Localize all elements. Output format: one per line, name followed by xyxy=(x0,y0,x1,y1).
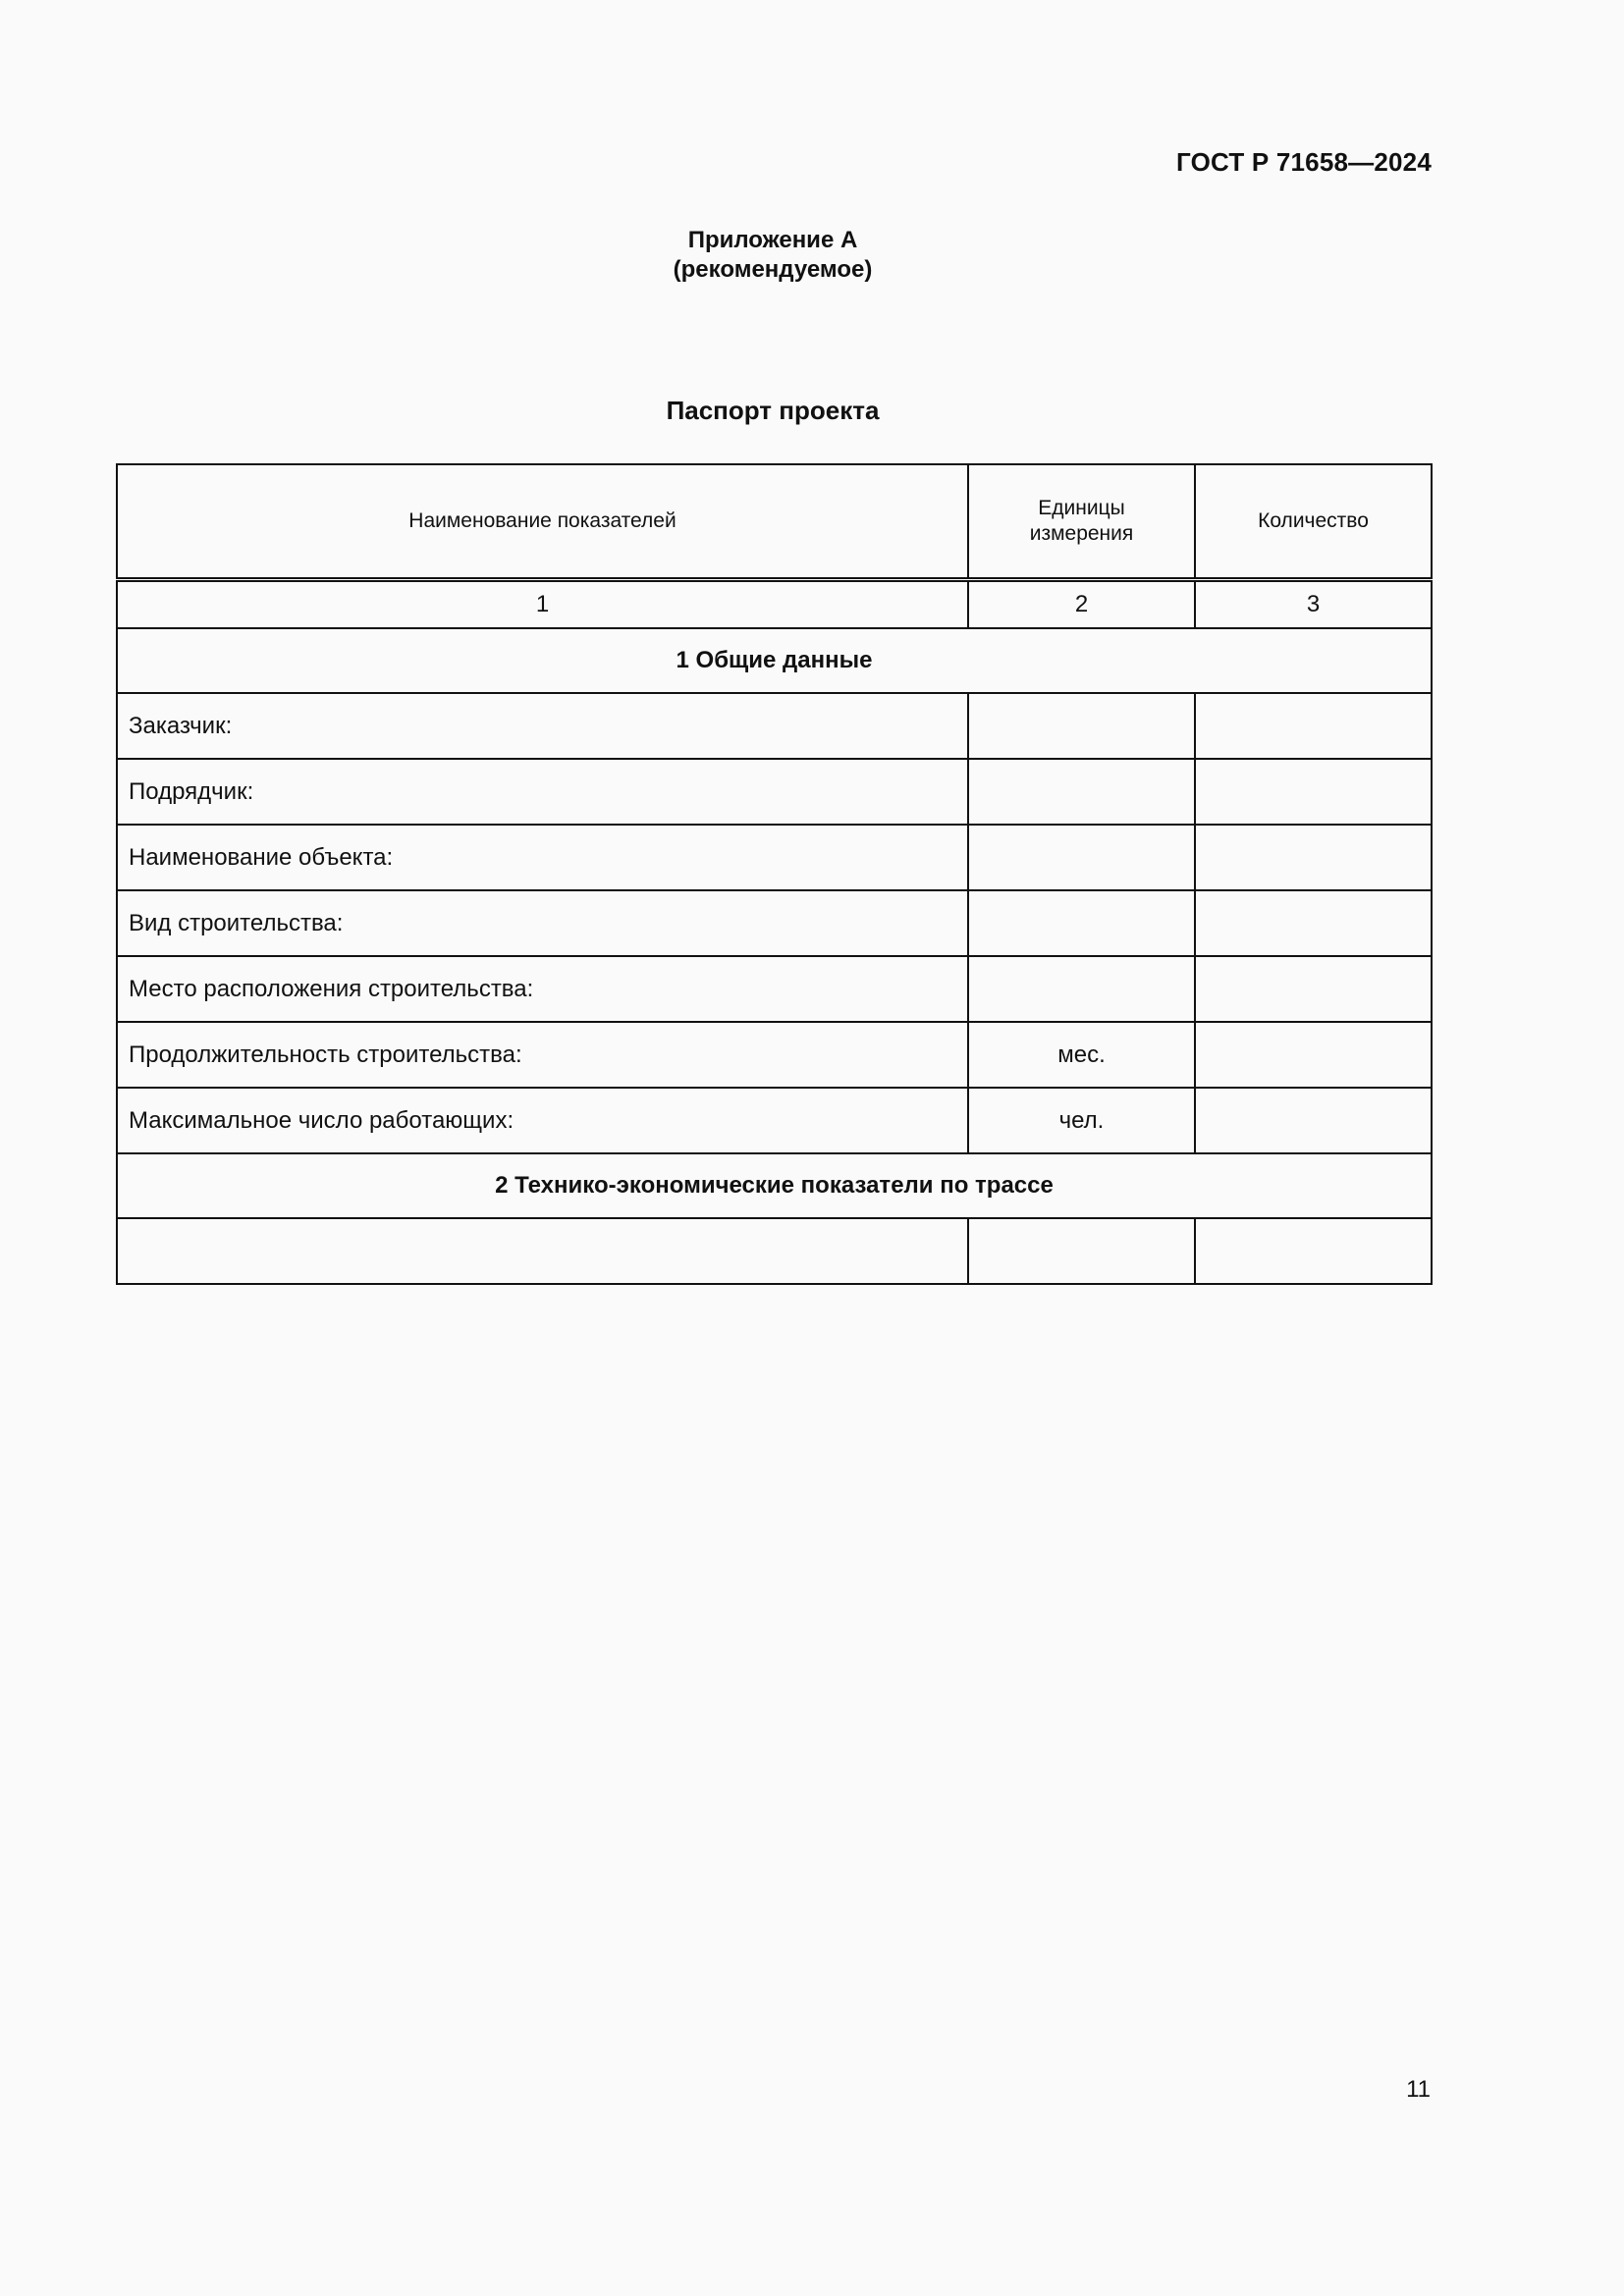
annex-title: Приложение А xyxy=(687,227,858,253)
row-label: Наименование объекта: xyxy=(117,825,968,890)
column-number: 3 xyxy=(1195,580,1432,629)
table-row xyxy=(117,956,1432,1022)
row-unit xyxy=(968,890,1195,956)
column-header-indicator: Наименование показателей xyxy=(117,464,968,580)
annex-heading xyxy=(0,226,1545,285)
table-row xyxy=(117,1022,1432,1088)
table-row xyxy=(117,1218,1432,1284)
table-row xyxy=(117,1088,1432,1153)
page-number: 11 xyxy=(1406,2076,1431,2103)
column-number: 2 xyxy=(968,580,1195,629)
table-title: Паспорт проекта xyxy=(666,396,880,425)
column-header-unit-text: Единицы измерения xyxy=(1029,497,1134,545)
row-quantity xyxy=(1195,693,1432,759)
row-unit xyxy=(968,825,1195,890)
row-unit xyxy=(968,1218,1195,1284)
row-quantity xyxy=(1195,825,1432,890)
section-title: 1 Общие данные xyxy=(117,628,1432,693)
section-title: 2 Технико-экономические показатели по трассе xyxy=(117,1153,1432,1218)
row-unit: мес. xyxy=(968,1022,1195,1088)
row-label: Продолжительность строительства: xyxy=(117,1022,968,1088)
row-quantity xyxy=(1195,1088,1432,1153)
document-code: ГОСТ Р 71658—2024 xyxy=(1176,147,1432,177)
section-row-technical xyxy=(117,1153,1432,1218)
row-quantity xyxy=(1195,1218,1432,1284)
table-row xyxy=(117,693,1432,759)
table-row xyxy=(117,759,1432,825)
row-label: Место расположения строительства: xyxy=(117,956,968,1022)
row-unit: чел. xyxy=(968,1088,1195,1153)
section-row-general xyxy=(117,628,1432,693)
row-quantity xyxy=(1195,759,1432,825)
row-quantity xyxy=(1195,956,1432,1022)
row-unit xyxy=(968,956,1195,1022)
table-row xyxy=(117,825,1432,890)
table-header-row xyxy=(117,464,1432,580)
row-quantity xyxy=(1195,1022,1432,1088)
row-label: Заказчик: xyxy=(117,693,968,759)
row-label: Максимальное число работающих: xyxy=(117,1088,968,1153)
row-quantity xyxy=(1195,890,1432,956)
row-label: Вид строительства: xyxy=(117,890,968,956)
column-number: 1 xyxy=(117,580,968,629)
column-numbers-row xyxy=(117,580,1432,629)
row-unit xyxy=(968,693,1195,759)
row-unit xyxy=(968,759,1195,825)
project-passport-table xyxy=(116,463,1433,1285)
table-row xyxy=(117,890,1432,956)
column-header-unit xyxy=(968,464,1195,580)
row-label xyxy=(117,1218,968,1284)
annex-subtitle: (рекомендуемое) xyxy=(673,256,873,283)
column-header-quantity: Количество xyxy=(1195,464,1432,580)
row-label: Подрядчик: xyxy=(117,759,968,825)
